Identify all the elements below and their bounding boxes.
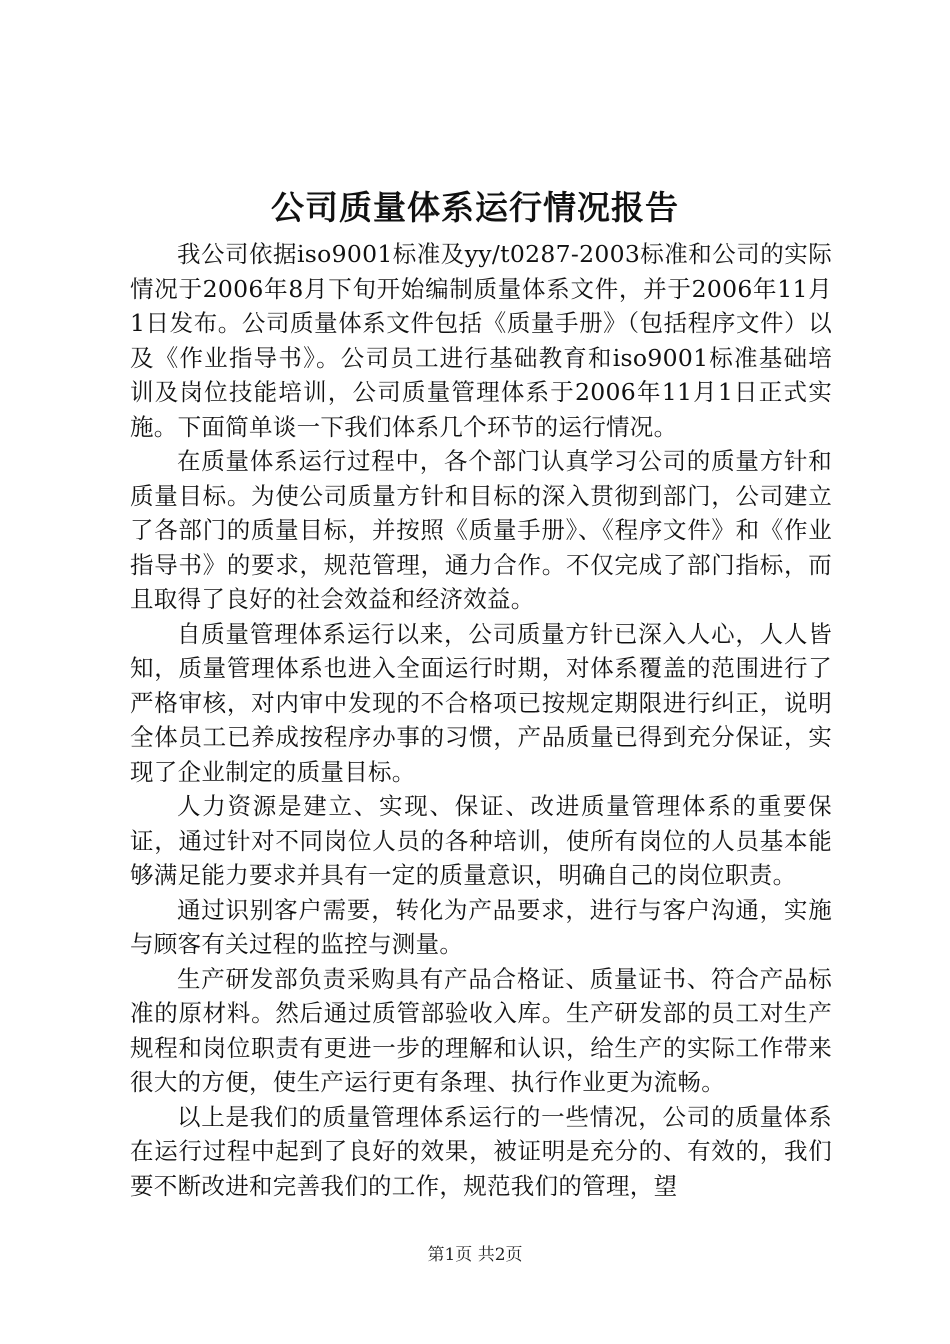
paragraph: 通过识别客户需要，转化为产品要求，进行与客户沟通，实施与顾客有关过程的监控与测量。 xyxy=(130,895,832,958)
paragraph: 自质量管理体系运行以来，公司质量方针已深入人心，人人皆知，质量管理体系也进入全面运行时期，对体系覆盖的范围进行了严格审核，对内审中发现的不合格项已按规定期限进行纠正，说明全体员工已养成按程序办事的习惯，产品质量已得到充分保证，实现了企业制定的质量目标。 xyxy=(130,619,832,786)
paragraph: 我公司依据iso9001标准及yy/t0287-2003标准和公司的实际情况于2006年8月下旬开始编制质量体系文件，并于2006年11月1日发布。公司质量体系文件包括《质量手册》（包括程序文件）以及《作业指导书》。公司员工进行基础教育和iso9001标准基础培训及岗位技能培训，公司质量管理体系于2006年11月1日正式实施。下面简单谈一下我们体系几个环节的运行情况。 xyxy=(130,240,832,441)
paragraph: 在质量体系运行过程中，各个部门认真学习公司的质量方针和质量目标。为使公司质量方针和目标的深入贯彻到部门，公司建立了各部门的质量目标，并按照《质量手册》、《程序文件》和《作业指导书》的要求，规范管理，通力合作。不仅完成了部门指标，而且取得了良好的社会效益和经济效益。 xyxy=(130,447,832,613)
document-title: 公司质量体系运行情况报告 xyxy=(271,188,679,227)
paragraph: 以上是我们的质量管理体系运行的一些情况，公司的质量体系在运行过程中起到了良好的效果，被证明是充分的、有效的，我们要不断改进和完善我们的工作，规范我们的管理，望 xyxy=(130,1102,832,1200)
page-footer: 第1页 共2页 xyxy=(427,1245,523,1265)
paragraph: 人力资源是建立、实现、保证、改进质量管理体系的重要保证，通过针对不同岗位人员的各种培训，使所有岗位的人员基本能够满足能力要求并具有一定的质量意识，明确自己的岗位职责。 xyxy=(130,792,832,889)
paragraph: 生产研发部负责采购具有产品合格证、质量证书、符合产品标准的原材料。然后通过质管部验收入库。生产研发部的员工对生产规程和岗位职责有更进一步的理解和认识，给生产的实际工作带来很大的方便，使生产运行更有条理、执行作业更为流畅。 xyxy=(130,964,832,1096)
document-body xyxy=(130,237,832,1203)
